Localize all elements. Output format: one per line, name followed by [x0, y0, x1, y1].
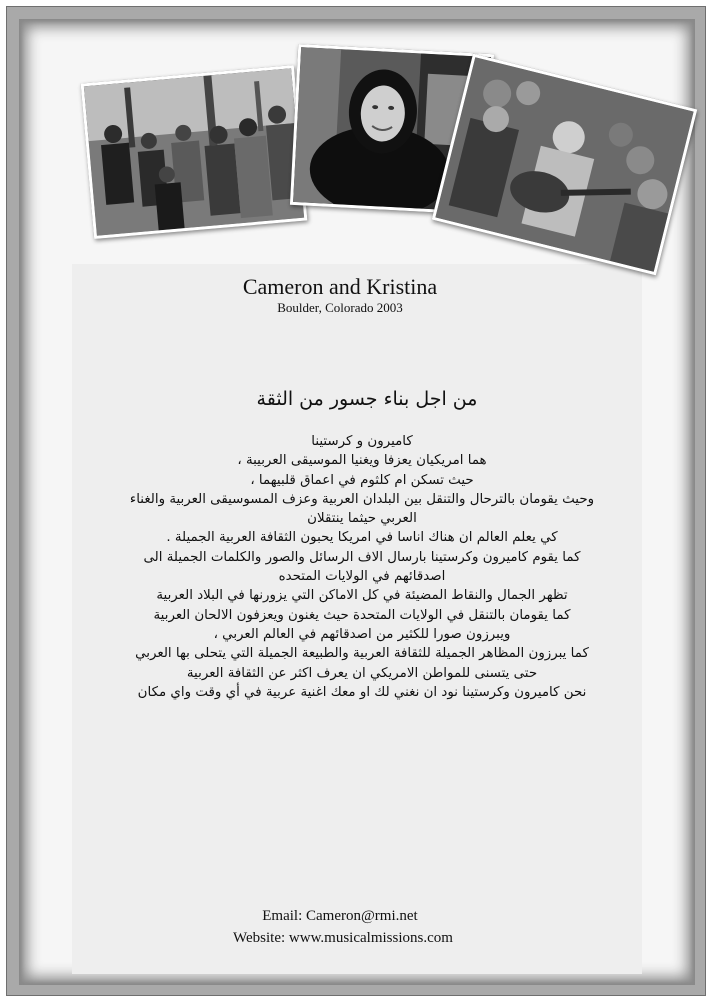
group-with-musicians-photo	[81, 65, 308, 239]
arabic-line: ويبرزون صورا للكثير من اصدقائهم في العالم العربي ،	[213, 626, 511, 642]
arabic-line: كاميرون و كرستينا	[311, 434, 413, 449]
page-subtitle: Boulder, Colorado 2003	[277, 300, 403, 315]
arabic-line: اصدقائهم في الولايات المتحده	[278, 569, 446, 585]
arabic-line: كما يقومان بالتنقل في الولايات المتحدة حيث يغنون ويعزفون الالحان العربية	[153, 607, 571, 623]
contact-email: Email: Cameron@rmi.net	[262, 908, 418, 924]
page-title: Cameron and Kristina	[242, 274, 438, 299]
arabic-line: وحيث يقومان بالترحال والتنقل بين البلدان العربية وعزف المسوسيقى العربية والغناء	[129, 491, 595, 507]
arabic-line: كي يعلم العالم ان هناك اناسا في امريكا يحبون الثقافة العربية الجميلة .	[166, 530, 558, 546]
arabic-line: حيث تسكن ام كلثوم في اعماق قلبيهما ،	[250, 472, 474, 488]
arabic-body	[60, 432, 664, 702]
arabic-heading: من اجل بناء جسور من الثقة	[256, 388, 478, 410]
arabic-line: كما يبرزون المظاهر الجميلة للثقافة العربية والطبيعة الجميلة التي يتحلى بها العربي	[135, 646, 589, 662]
arabic-line: تظهر الجمال والنقاط المضيئة في كل الاماكن التي يزورنها في البلاد العربية	[156, 588, 568, 604]
arabic-line: العربي حيثما ينتقلان	[307, 511, 417, 527]
oud-player-with-children-photo	[432, 54, 698, 276]
contact-website: Website: www.musicalmissions.com	[233, 930, 453, 946]
arabic-line: نحن كاميرون وكرستينا نود ان نغني لك او معك اغنية عربية في أي وقت واي مكان	[137, 684, 587, 700]
arabic-line: كما يقوم كاميرون وكرستينا بارسال الاف الرسائل والصور والكلمات الجميلة الى	[143, 549, 581, 565]
arabic-line: هما امريكيان يعزفا ويغنيا الموسيقى العربيبة ،	[237, 453, 487, 469]
arabic-line: حتى يتسنى للمواطن الامريكي ان يعرف اكثر عن الثقافة العربية	[186, 665, 538, 681]
